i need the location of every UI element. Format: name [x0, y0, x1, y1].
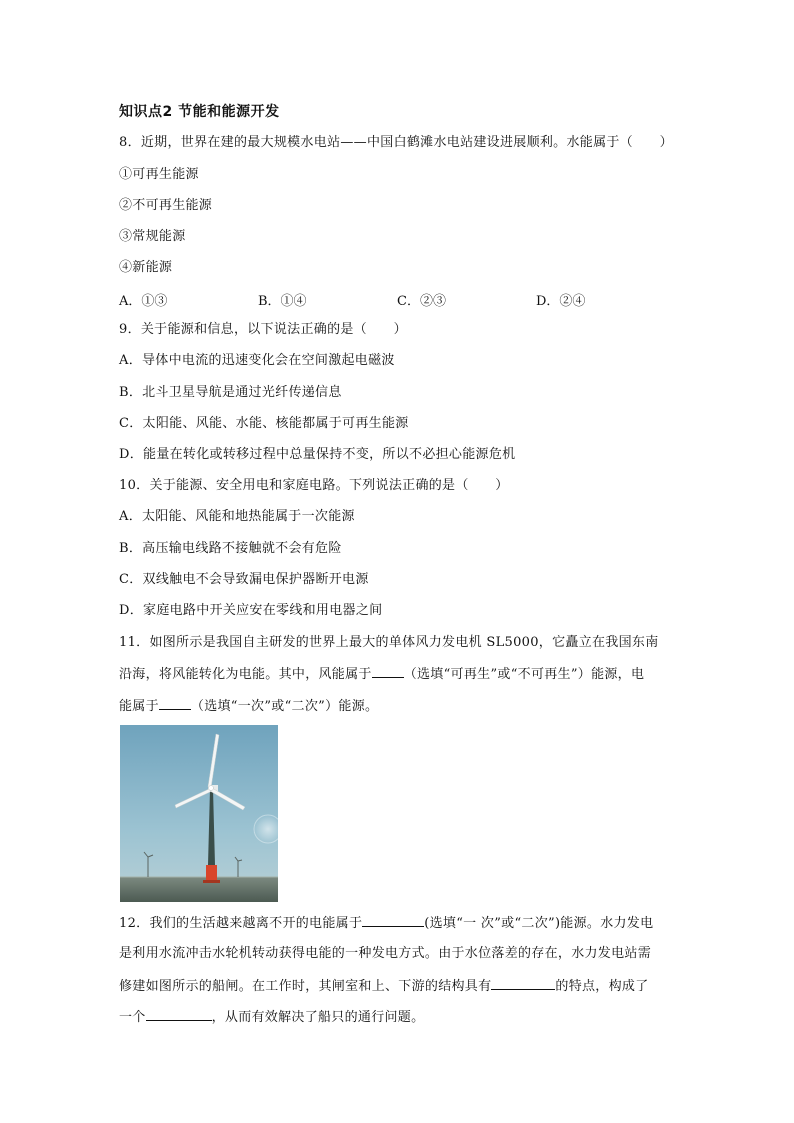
q10-option-c: C．双线触电不会导致漏电保护器断开电源: [119, 572, 369, 587]
section-heading: 知识点2 节能和能源开发: [119, 104, 280, 120]
q8-option-c: C．②③: [397, 294, 446, 309]
q11-blank-2[interactable]: [159, 697, 191, 710]
q10-option-b: B．高压输电线路不接触就不会有危险: [119, 541, 342, 556]
q9-option-d: D．能量在转化或转移过程中总量保持不变，所以不必担心能源危机: [119, 447, 516, 462]
q9-option-b: B．北斗卫星导航是通过光纤传递信息: [119, 385, 342, 400]
q12-blank-3[interactable]: [146, 1008, 212, 1021]
q9-stem: 9．关于能源和信息，以下说法正确的是（ ）: [119, 322, 407, 337]
wind-turbine-photo: [120, 725, 278, 902]
q12-blank-2[interactable]: [491, 977, 555, 990]
q8-item-4: ④新能源: [119, 260, 173, 275]
q8-item-2: ②不可再生能源: [119, 198, 213, 213]
q12-line-3: 修建如图所示的船闸。在工作时，其闸室和上、下游的结构具有 的特点，构成了: [119, 979, 649, 994]
q8-option-d: D．②④: [536, 294, 586, 309]
wind-turbine-illustration: [120, 725, 278, 902]
q8-option-b: B．①④: [258, 294, 307, 309]
q12-blank-1[interactable]: [362, 914, 424, 927]
q8-item-3: ③常规能源: [119, 229, 186, 244]
q10-option-a: A．太阳能、风能和地热能属于一次能源: [119, 509, 355, 524]
q11-line-1: 11．如图所示是我国自主研发的世界上最大的单体风力发电机 SL5000，它矗立在我国东南: [119, 635, 659, 650]
q8-options: [119, 290, 679, 308]
q8-stem: 8．近期，世界在建的最大规模水电站——中国白鹤滩水电站建设进展顺利。水能属于（ ）: [119, 135, 673, 150]
q9-option-a: A．导体中电流的迅速变化会在空间激起电磁波: [119, 353, 395, 368]
q10-stem: 10．关于能源、安全用电和家庭电路。下列说法正确的是（ ）: [119, 478, 509, 493]
q9-option-c: C．太阳能、风能、水能、核能都属于可再生能源: [119, 416, 409, 431]
q12-line-4: 一个 ，从而有效解决了船只的通行问题。: [119, 1010, 425, 1025]
q10-option-d: D．家庭电路中开关应安在零线和用电器之间: [119, 603, 383, 618]
q8-item-1: ①可再生能源: [119, 167, 199, 182]
q11-line-2: 沿海，将风能转化为电能。其中，风能属于 （选填“可再生”或“不可再生”）能源，电: [119, 667, 645, 682]
q8-option-a: A．①③: [119, 294, 168, 309]
q12-line-1: 12．我们的生活越来越离不开的电能属于 (选填“一 次”或“二次”)能源。水力发电: [119, 916, 654, 931]
q11-blank-1[interactable]: [372, 665, 404, 678]
q11-line-3: 能属于 （选填“一次”或“二次”）能源。: [119, 699, 379, 714]
q12-line-2: 是利用水流冲击水轮机转动获得电能的一种发电方式。由于水位落差的存在，水力发电站需: [119, 946, 652, 961]
